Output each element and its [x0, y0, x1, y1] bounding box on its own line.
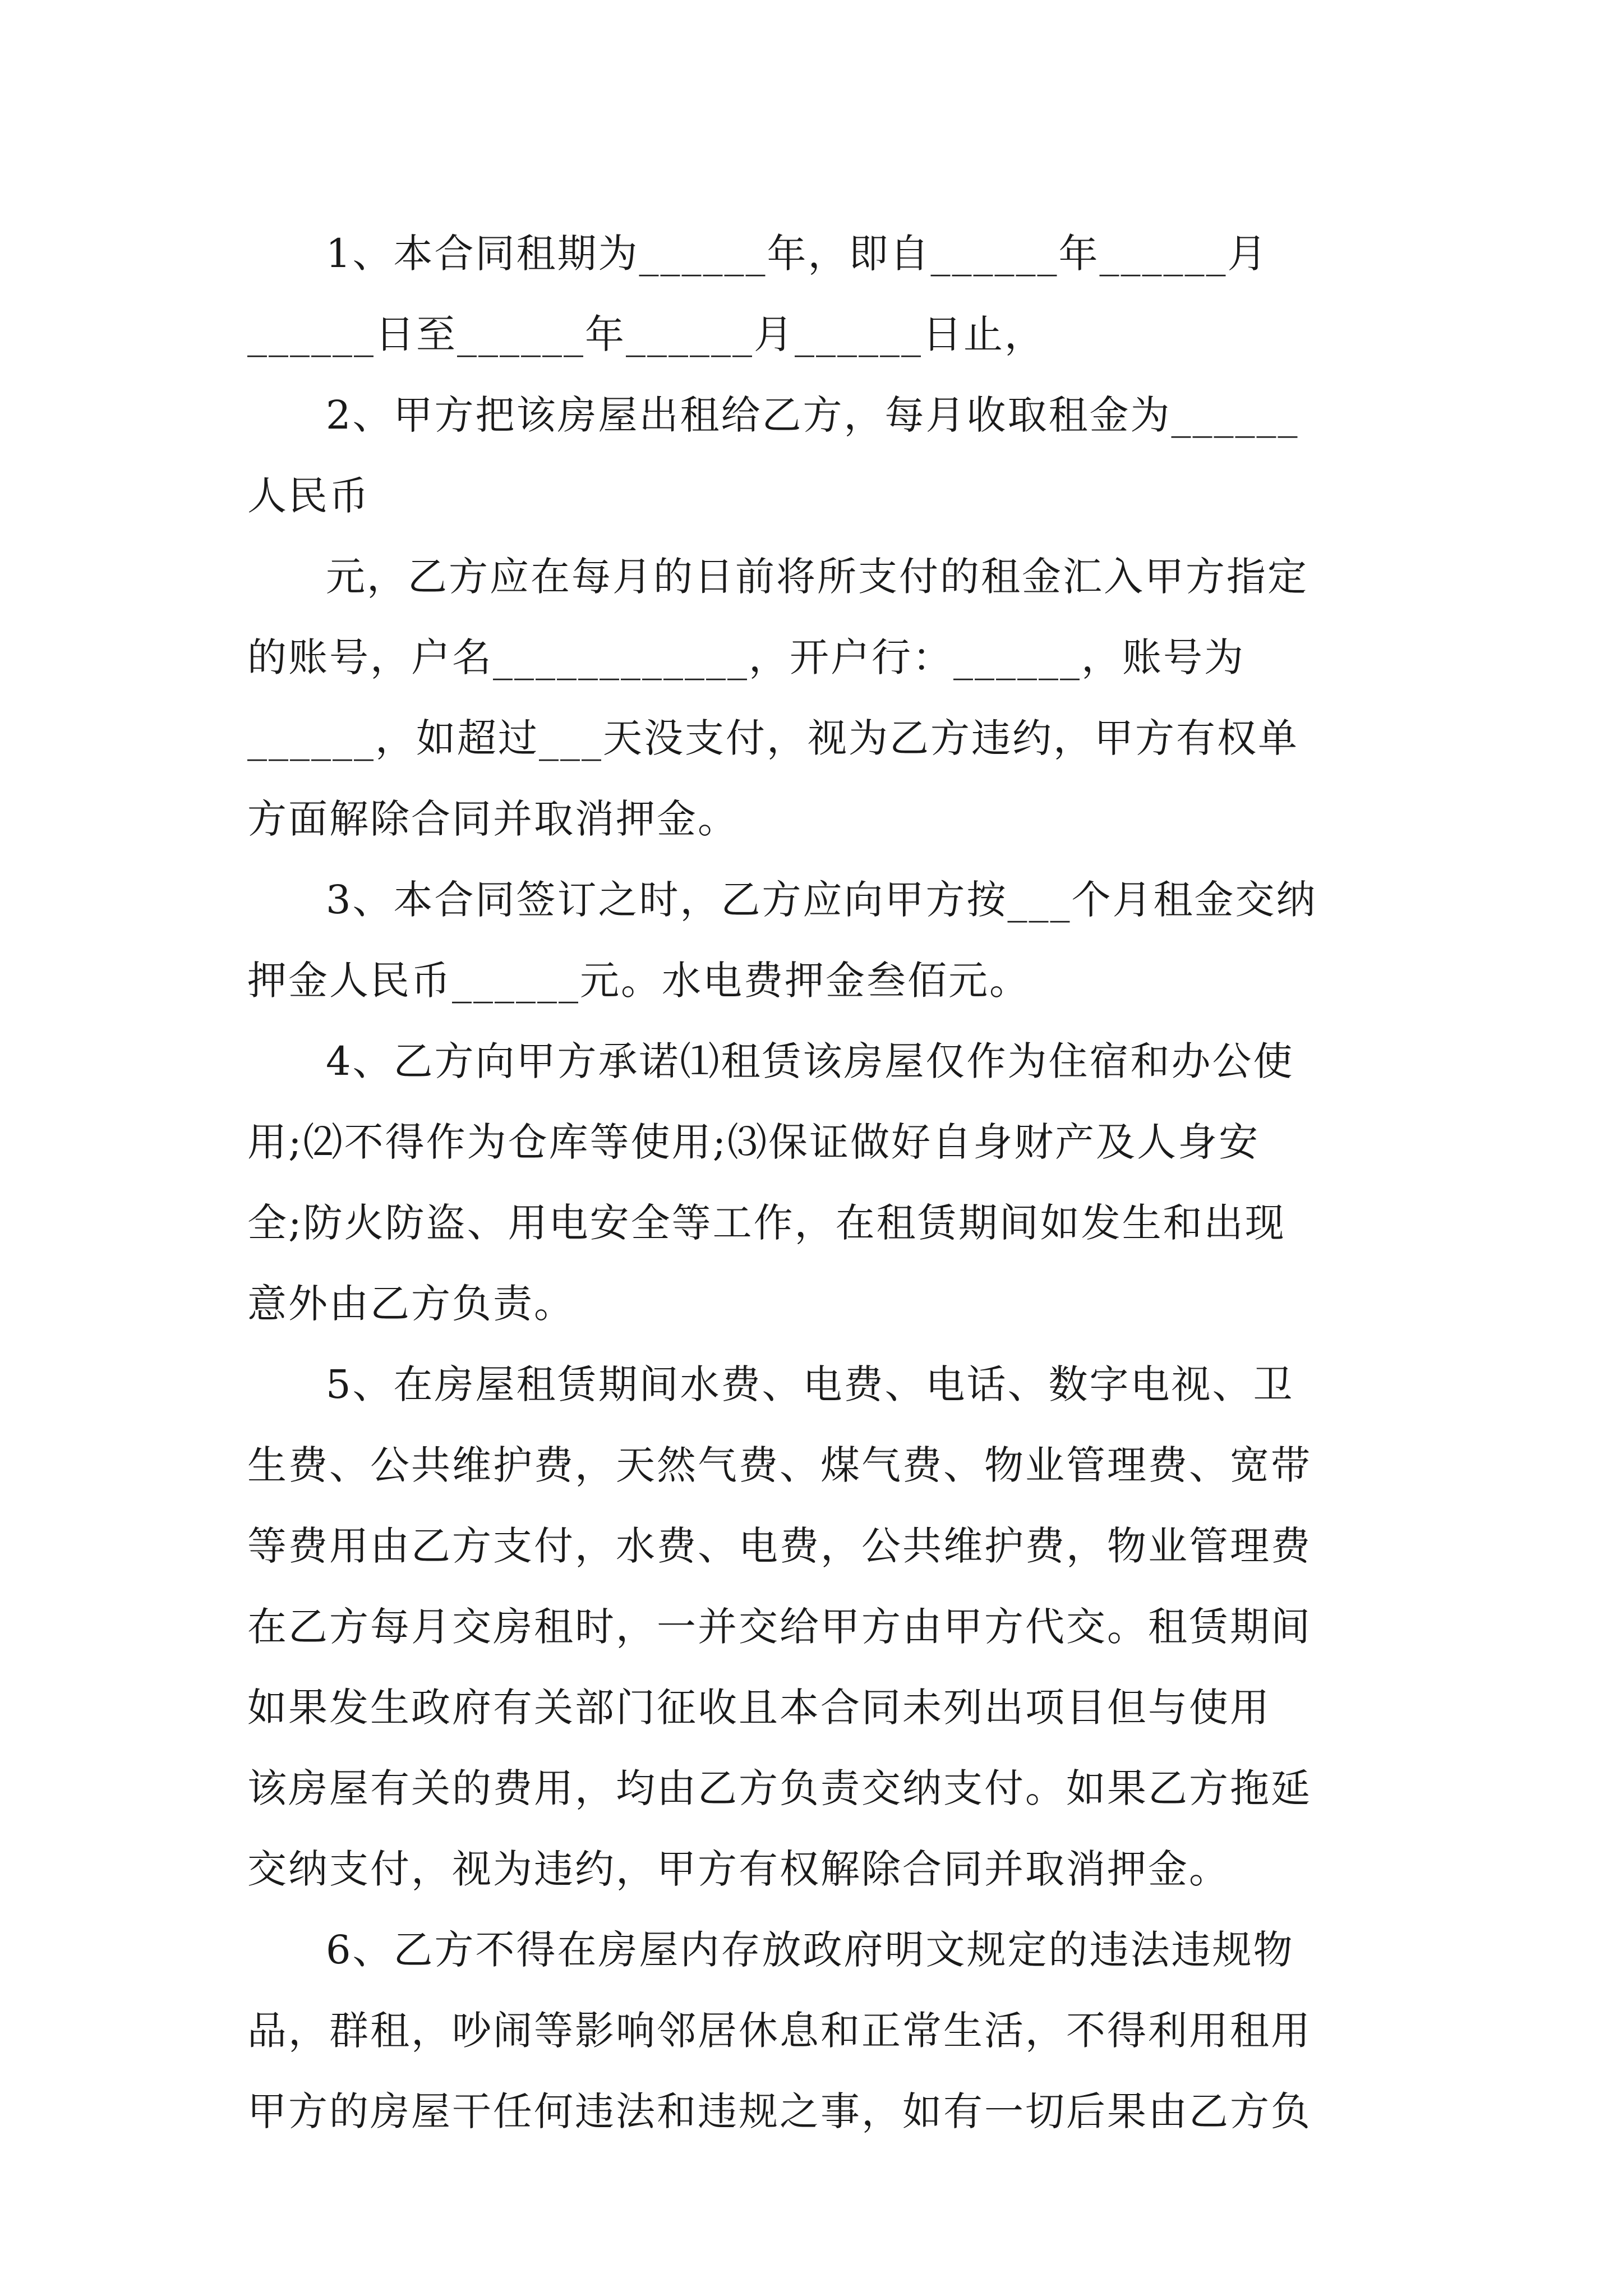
clause-5-line-7: 交纳支付，视为违约，甲方有权解除合同并取消押金。: [247, 1846, 1230, 1892]
clause-4-line-3: 全;防火防盗、用电安全等工作，在租赁期间如发生和出现: [247, 1200, 1286, 1246]
clause-5-line-4: 在乙方每月交房租时，一并交给甲方由甲方代交。租赁期间: [247, 1604, 1312, 1650]
clause-2-line-1: 2、甲方把该房屋出租给乙方，每月收取租金为______: [326, 392, 1299, 438]
clause-5-line-6: 该房屋有关的费用，均由乙方负责交纳支付。如果乙方拖延: [247, 1765, 1312, 1811]
clause-5-line-3: 等费用由乙方支付，水费、电费，公共维护费，物业管理费: [247, 1523, 1312, 1569]
clause-6-line-3: 甲方的房屋干任何违法和违规之事，如有一切后果由乙方负: [247, 2088, 1312, 2134]
clause-3-line-1: 3、本合同签订之时，乙方应向甲方按___个月租金交纳: [326, 877, 1317, 923]
clause-1-line-2: ______日至______年______月______日止，: [247, 311, 1045, 357]
clause-2-line-2: 人民币: [247, 473, 370, 519]
clause-5-line-2: 生费、公共维护费，天然气费、煤气费、物业管理费、宽带: [247, 1442, 1312, 1488]
clause-6-line-2: 品，群租，吵闹等影响邻居休息和正常生活，不得利用租用: [247, 2008, 1312, 2054]
clause-2-line-5: ______，如超过___天没支付，视为乙方违约，甲方有权单: [247, 715, 1299, 761]
clause-5-line-5: 如果发生政府有关部门征收且本合同未列出项目但与使用: [247, 1685, 1271, 1731]
clause-2-line-4: 的账号，户名____________，开户行：______，账号为: [247, 634, 1245, 680]
clause-4-line-4: 意外由乙方负责。: [247, 1281, 575, 1327]
clause-5-line-1: 5、在房屋租赁期间水费、电费、电话、数字电视、卫: [326, 1361, 1294, 1407]
clause-4-line-1: 4、乙方向甲方承诺⑴租赁该房屋仅作为住宿和办公使: [326, 1038, 1294, 1084]
clause-6-line-1: 6、乙方不得在房屋内存放政府明文规定的违法违规物: [326, 1927, 1294, 1973]
clause-2-line-3: 元，乙方应在每月的日前将所支付的租金汇入甲方指定: [326, 554, 1308, 600]
contract-text: [247, 213, 1380, 2152]
clause-3-line-2: 押金人民币______元。水电费押金叁佰元。: [247, 958, 1030, 1004]
clause-1-line-1: 1、本合同租期为______年，即自______年______月: [326, 231, 1269, 277]
clause-2-line-6: 方面解除合同并取消押金。: [247, 796, 739, 842]
clause-4-line-2: 用;⑵不得作为仓库等使用;⑶保证做好自身财产及人身安: [247, 1119, 1260, 1165]
